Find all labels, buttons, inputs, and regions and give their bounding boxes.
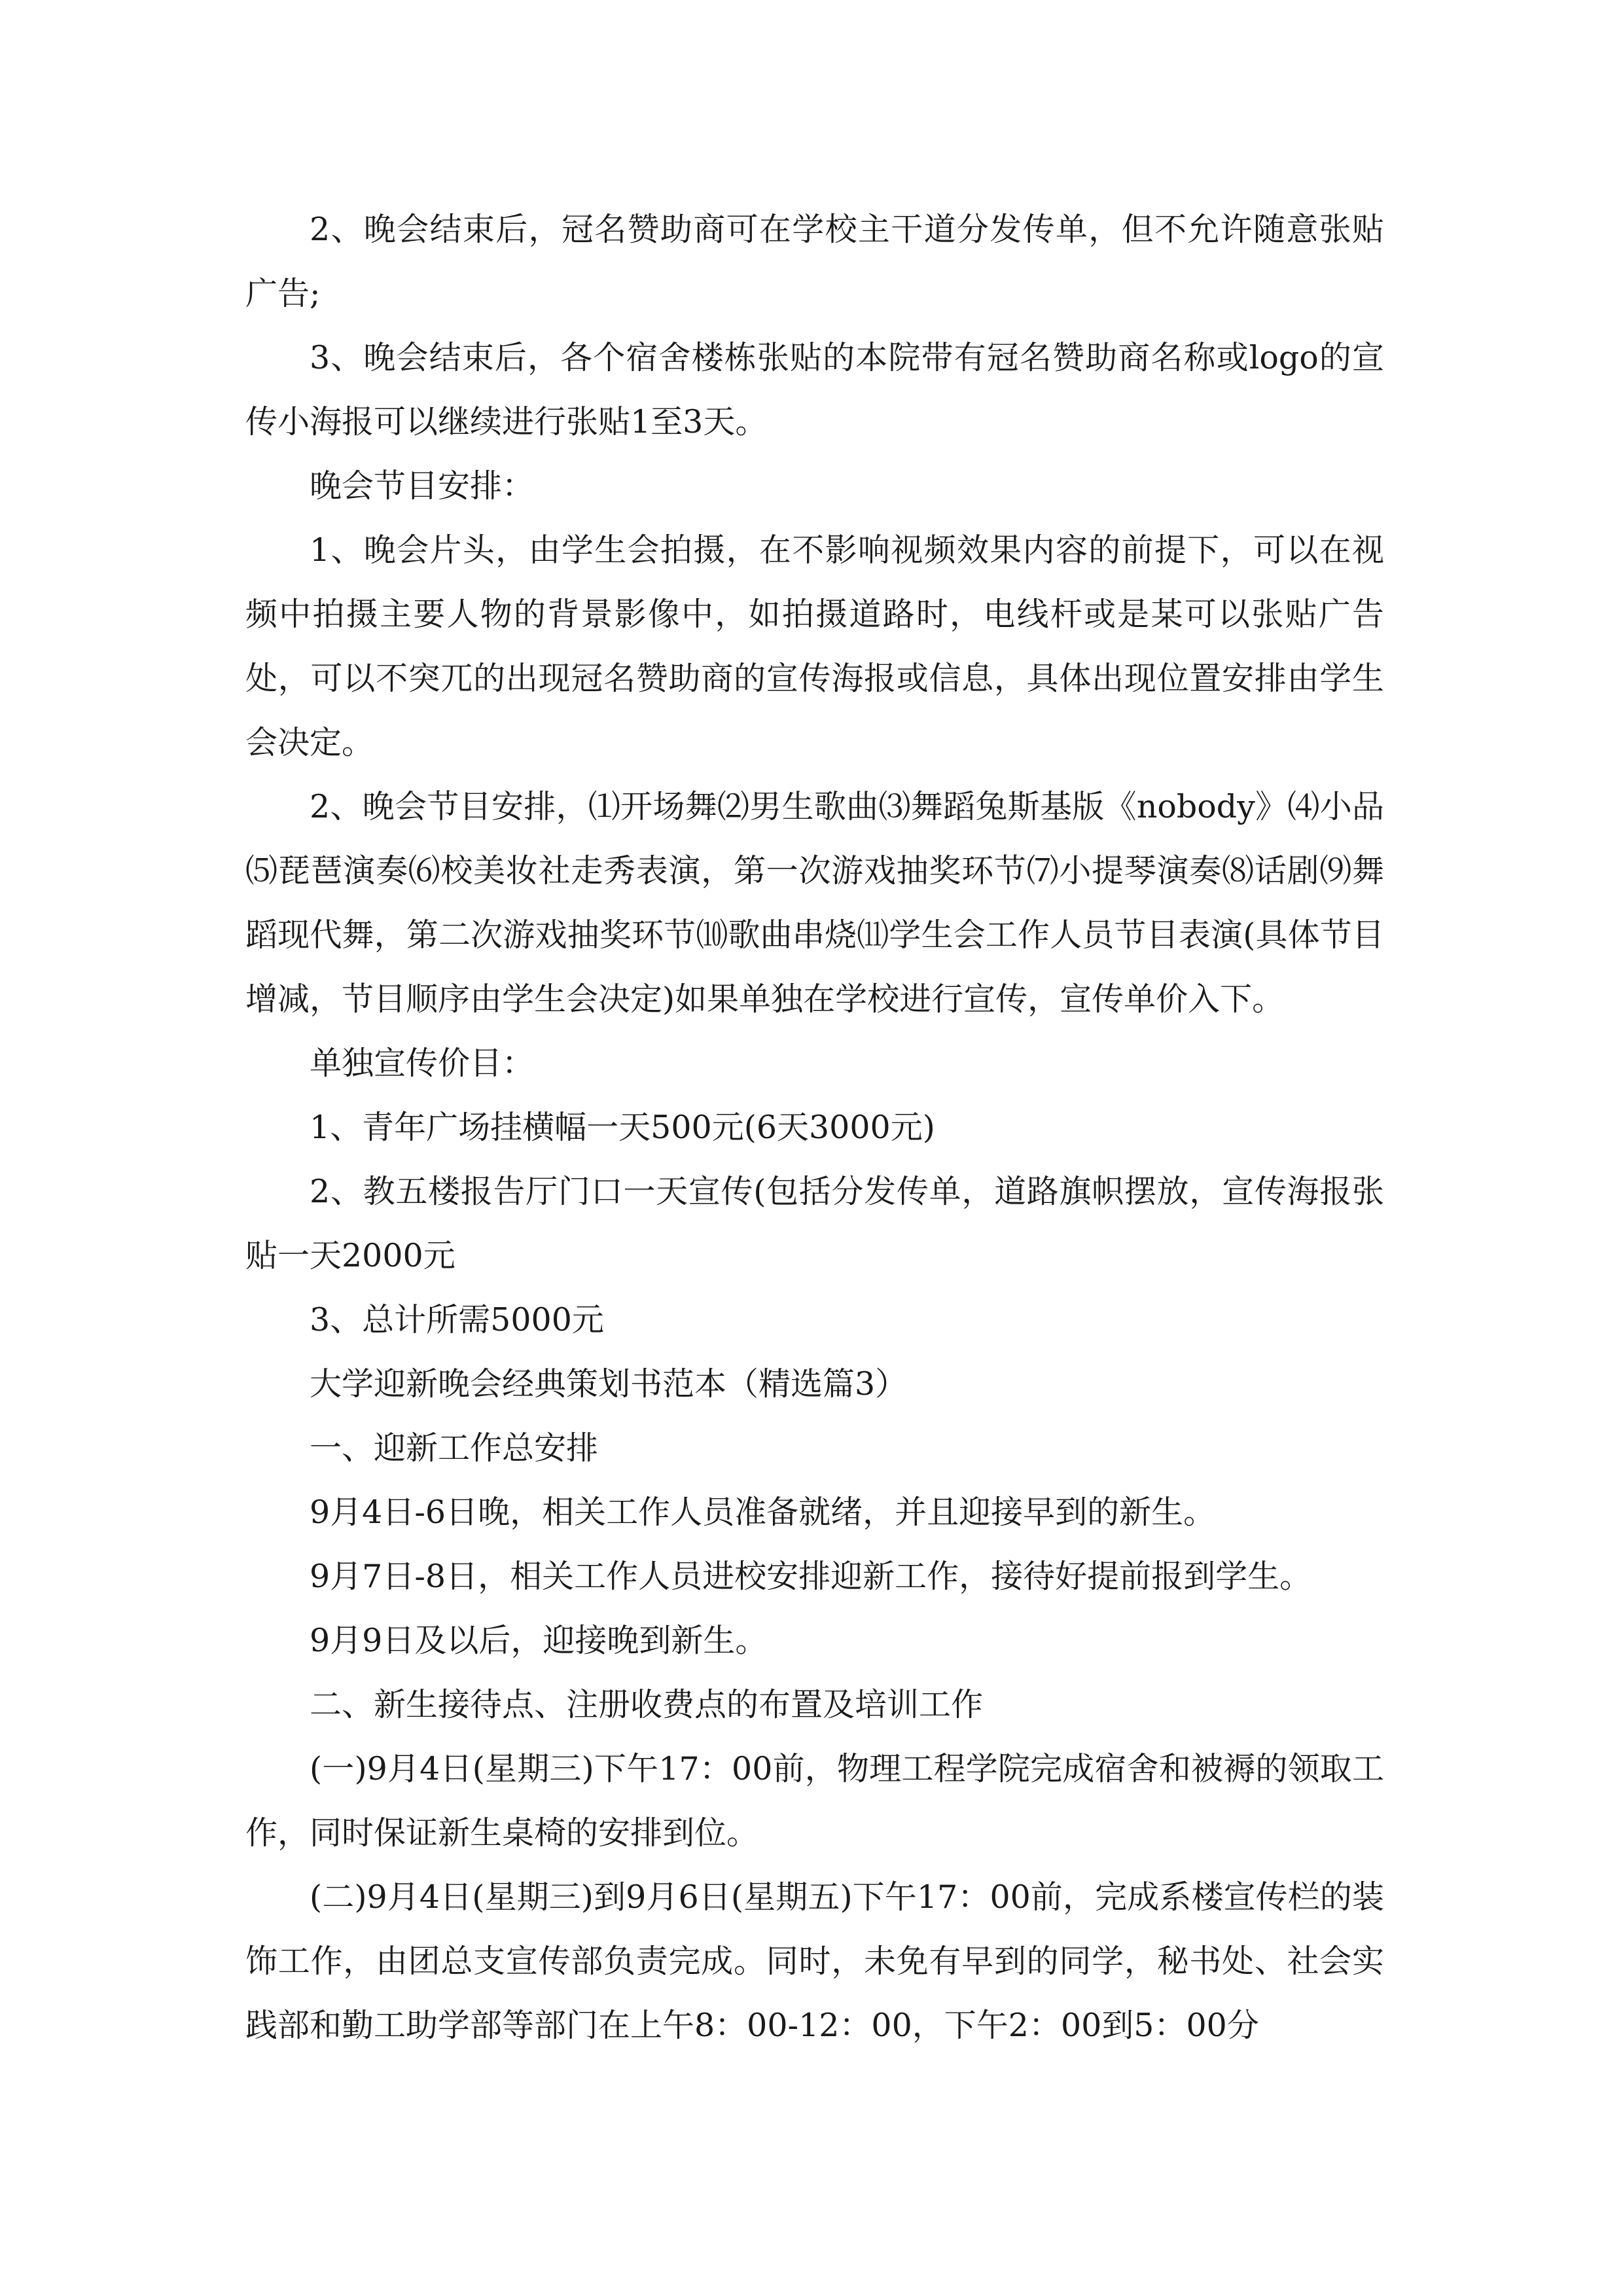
section-heading: 二、新生接待点、注册收费点的布置及培训工作	[310, 1686, 984, 1723]
paragraph: 9月4日-6日晚，相关工作人员准备就绪，并且迎接早到的新生。	[310, 1494, 1216, 1531]
section-heading: 一、迎新工作总安排	[310, 1429, 599, 1467]
paragraph: 1、晚会片头，由学生会拍摄，在不影响视频效果内容的前提下，可以在视频中拍摄主要人物的背景影像中，如拍摄道路时，电线杆或是某可以张贴广告处，可以不突兀的出现冠名赞助商的宣传海报或信息，具体出现位置安排由学生会决定。	[245, 531, 1384, 761]
paragraph: 2、晚会结束后，冠名赞助商可在学校主干道分发传单，但不允许随意张贴广告;	[245, 211, 1384, 312]
section-title: 大学迎新晚会经典策划书范本（精选篇3）	[310, 1365, 908, 1403]
paragraph: 2、教五楼报告厅门口一天宣传(包括分发传单，道路旗帜摆放，宣传海报张贴一天2000元	[245, 1173, 1384, 1274]
paragraph: 3、晚会结束后，各个宿舍楼栋张贴的本院带有冠名赞助商名称或logo的宣传小海报可以继续进行张贴1至3天。	[245, 339, 1384, 440]
paragraph: 9月9日及以后，迎接晚到新生。	[310, 1622, 768, 1659]
paragraph: (二)9月4日(星期三)到9月6日(星期五)下午17：00前，完成系楼宣传栏的装饰工作，由团总支宣传部负责完成。同时，未免有早到的同学，秘书处、社会实践部和勤工助学部等部门在上午8：00-12：00，下午2：00到5：00分	[245, 1878, 1384, 2044]
paragraph: 1、青年广场挂横幅一天500元(6天3000元)	[310, 1109, 935, 1146]
paragraph: 单独宣传价目：	[310, 1045, 535, 1082]
paragraph: 3、总计所需5000元	[310, 1301, 604, 1338]
paragraph: 2、晚会节目安排，⑴开场舞⑵男生歌曲⑶舞蹈兔斯基版《nobody》⑷小品⑸琵琶演奏⑹校美妆社走秀表演，第一次游戏抽奖环节⑺小提琴演奏⑻话剧⑼舞蹈现代舞，第二次游戏抽奖环节⑽歌曲串烧⑾学生会工作人员节目表演(具体节目增减，节目顺序由学生会决定)如果单独在学校进行宣传，宣传单价入下。	[245, 788, 1384, 1018]
paragraph: 9月7日-8日，相关工作人员进校安排迎新工作，接待好提前报到学生。	[310, 1558, 1312, 1595]
paragraph: (一)9月4日(星期三)下午17：00前，物理工程学院完成宿舍和被褥的领取工作，同时保证新生桌椅的安排到位。	[245, 1750, 1384, 1852]
document-body	[245, 198, 1384, 2058]
paragraph: 晚会节目安排：	[310, 467, 535, 505]
